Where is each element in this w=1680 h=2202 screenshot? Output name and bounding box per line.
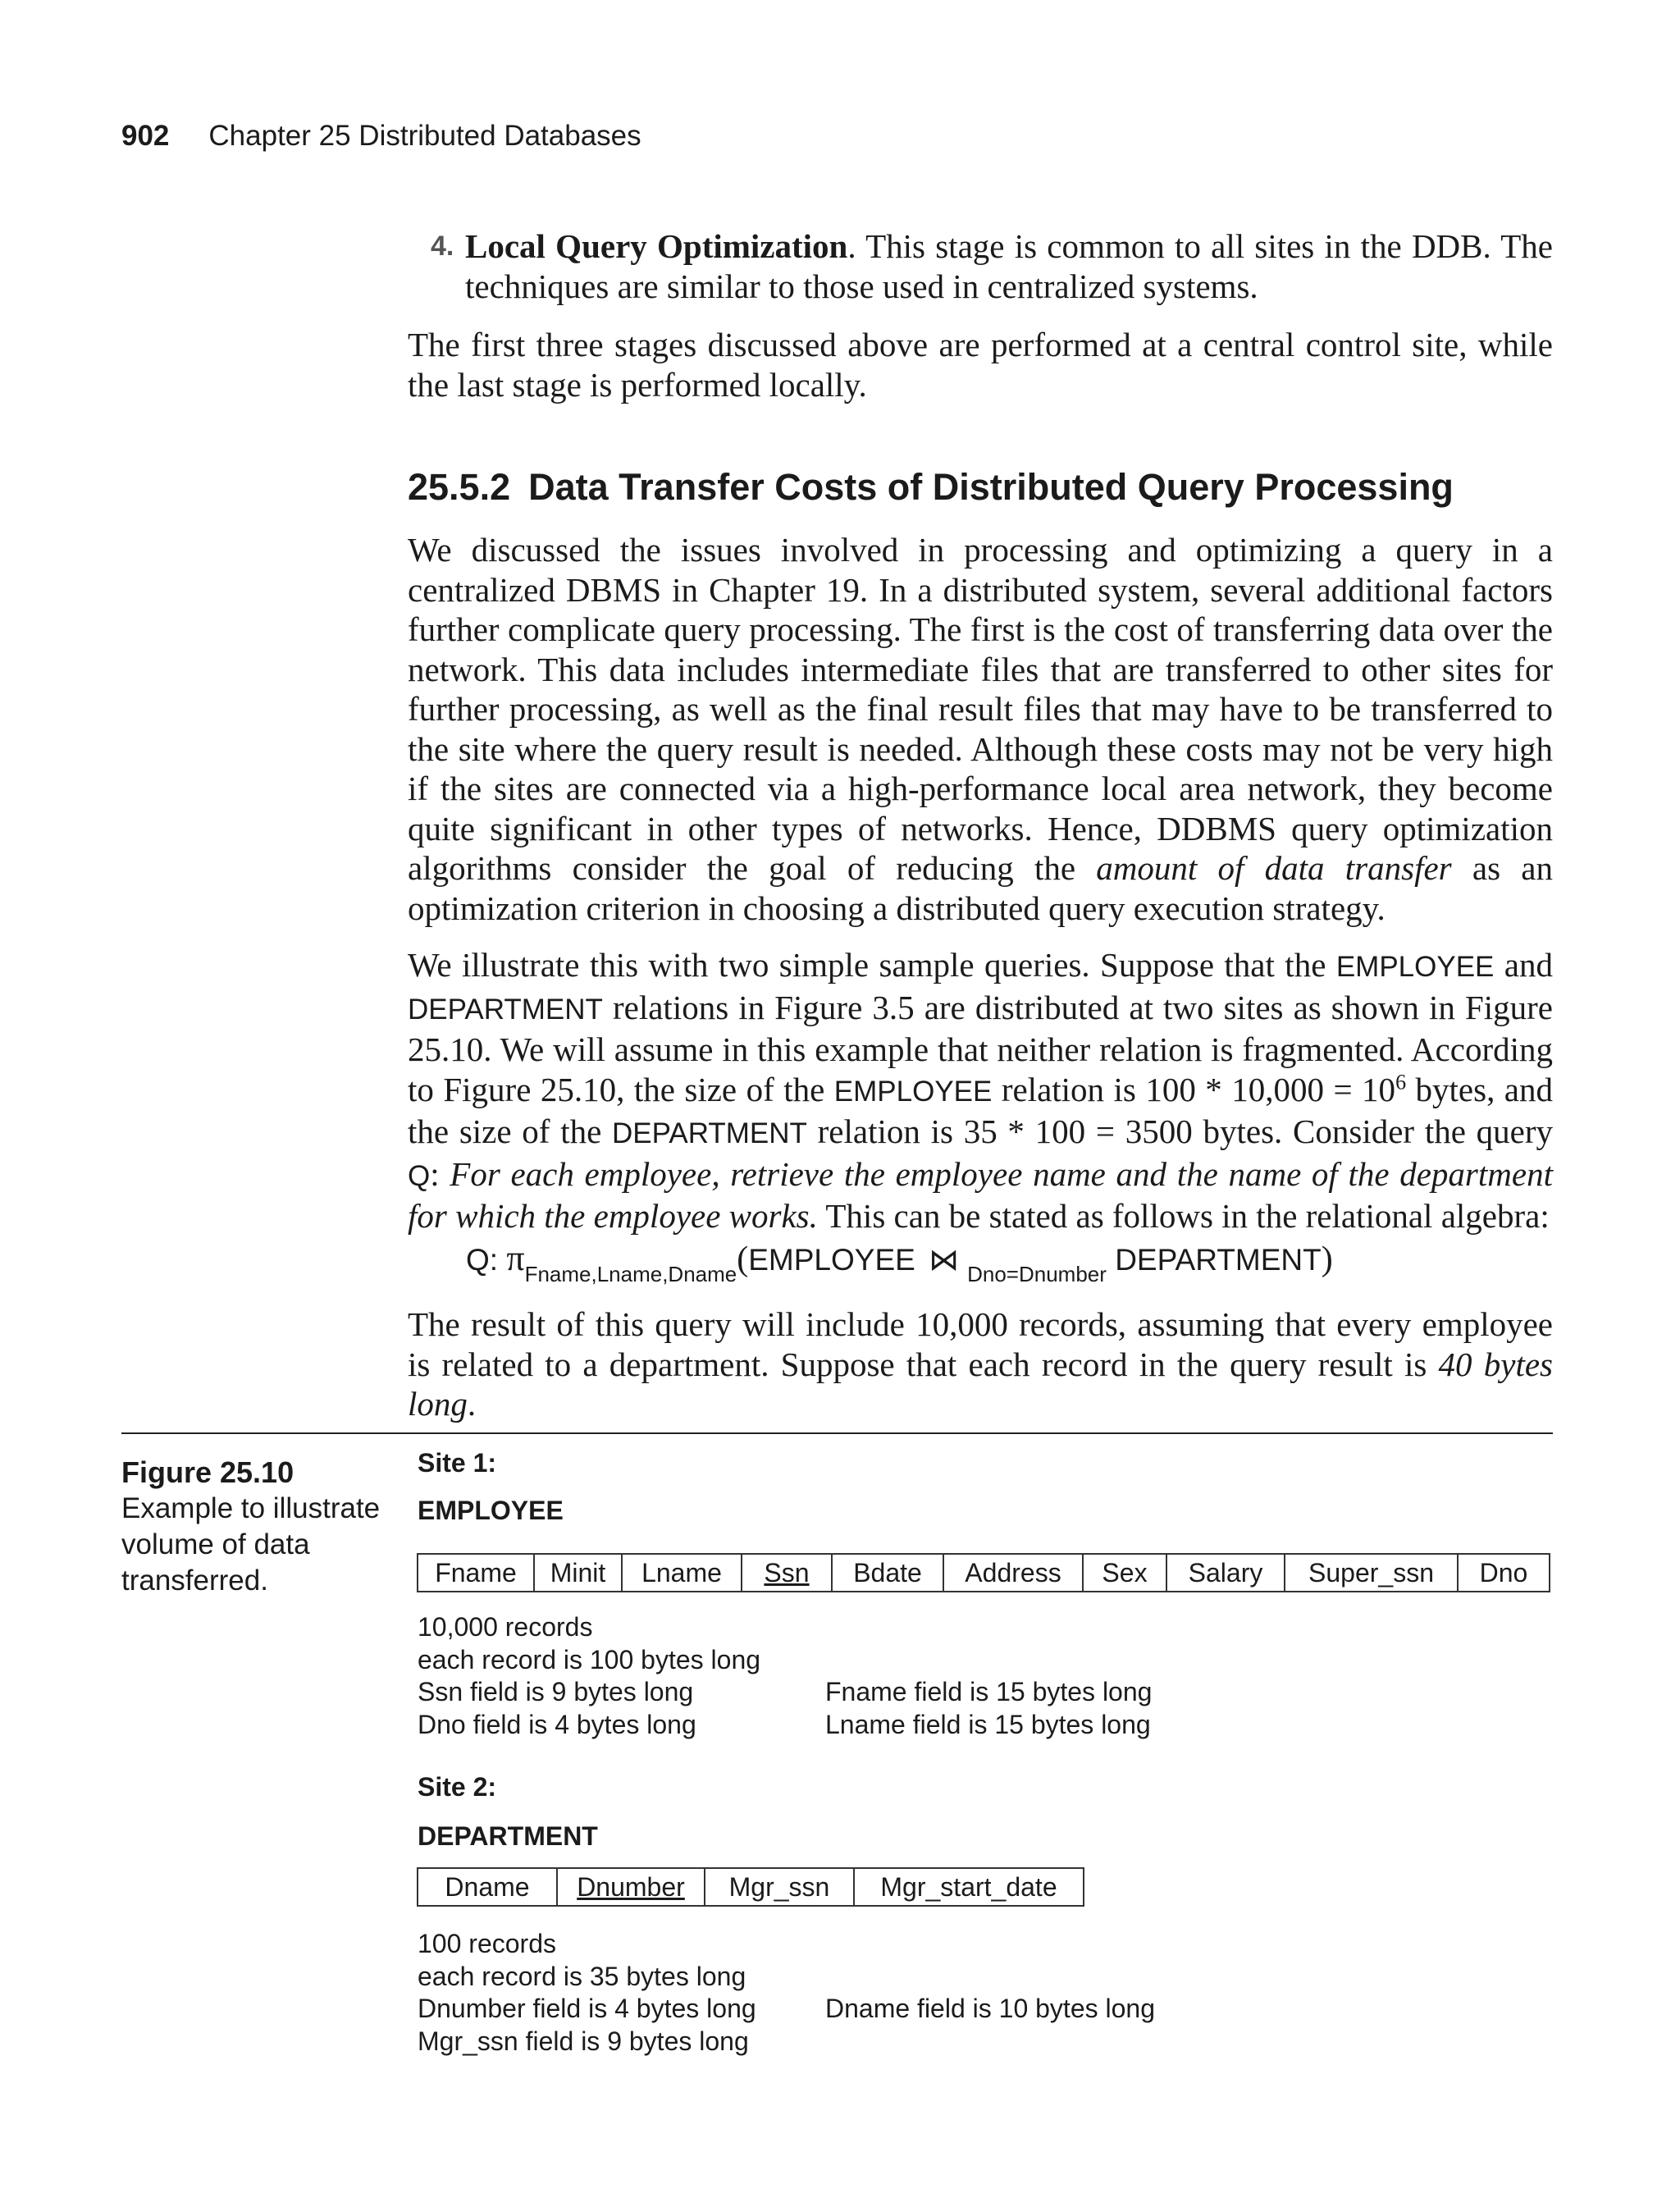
para2-text-2: and bbox=[1494, 946, 1553, 984]
site2-label: Site 2: bbox=[418, 1772, 497, 1802]
info-line: Dno field is 4 bytes long bbox=[418, 1709, 696, 1739]
projection-attributes: Fname,Lname,Dname bbox=[524, 1262, 737, 1286]
info-line: Ssn field is 9 bytes long bbox=[418, 1677, 694, 1706]
paragraph-sample-queries bbox=[408, 945, 1553, 1236]
open-paren: ( bbox=[737, 1240, 749, 1278]
site2-info-right bbox=[825, 1993, 1155, 2026]
relational-algebra-query bbox=[466, 1237, 1333, 1286]
exponent: 6 bbox=[1395, 1069, 1407, 1094]
query-description: For each employee, retrieve the employee name and the name of the department for which the employee works. bbox=[408, 1154, 1553, 1235]
attribute-cell: Sex bbox=[1084, 1555, 1167, 1591]
query-left-relation: EMPLOYEE bbox=[748, 1243, 915, 1277]
info-line: Mgr_ssn field is 9 bytes long bbox=[418, 2026, 749, 2056]
site1-relation-name: EMPLOYEE bbox=[418, 1496, 564, 1525]
figure-caption bbox=[121, 1455, 392, 1599]
section-number: 25.5.2 bbox=[408, 466, 511, 508]
join-condition: Dno=Dnumber bbox=[967, 1262, 1107, 1286]
attribute-cell: Salary bbox=[1167, 1555, 1285, 1591]
relation-name-employee: EMPLOYEE bbox=[833, 1075, 993, 1108]
department-schema bbox=[417, 1867, 1084, 1907]
figure-divider bbox=[121, 1432, 1553, 1434]
site1-label: Site 1: bbox=[418, 1448, 497, 1478]
paragraph-query-result bbox=[408, 1304, 1553, 1424]
projection-symbol: π bbox=[506, 1238, 525, 1278]
figure-title: Figure 25.10 bbox=[121, 1455, 294, 1489]
relation-name-department: DEPARTMENT bbox=[612, 1117, 807, 1149]
site1-info-left bbox=[418, 1611, 760, 1741]
join-symbol: ⋈ bbox=[929, 1243, 960, 1277]
relation-name-employee: EMPLOYEE bbox=[1335, 951, 1495, 983]
para1-emphasis: amount of data transfer bbox=[1096, 849, 1452, 887]
info-line: Dnumber field is 4 bytes long bbox=[418, 1994, 756, 2023]
attribute-cell: Fname bbox=[418, 1555, 535, 1591]
query-right-relation: DEPARTMENT bbox=[1115, 1243, 1322, 1277]
info-line: each record is 35 bytes long bbox=[418, 1961, 746, 1991]
attribute-cell: Mgr_ssn bbox=[705, 1869, 855, 1905]
section-title: Data Transfer Costs of Distributed Query Processing bbox=[528, 466, 1454, 508]
section-heading bbox=[408, 466, 1454, 509]
attribute-cell: Super_ssn bbox=[1285, 1555, 1459, 1591]
primary-key-cell: Ssn bbox=[742, 1555, 833, 1591]
running-head bbox=[121, 120, 641, 153]
list-item-text: . This stage is common to all sites in the DDB. The techniques are similar to those used in centralized systems. bbox=[465, 227, 1554, 305]
close-paren: ) bbox=[1321, 1240, 1333, 1278]
attribute-cell: Dname bbox=[418, 1869, 558, 1905]
paragraph-data-transfer bbox=[408, 530, 1553, 928]
info-line: Fname field is 15 bytes long bbox=[825, 1677, 1153, 1706]
query-label: Q: bbox=[466, 1243, 507, 1277]
para2-text-5: bytes, and the size of the bbox=[408, 1070, 1553, 1150]
info-line: Dname field is 10 bytes long bbox=[825, 1994, 1155, 2023]
site1-info-right bbox=[825, 1676, 1152, 1741]
para2-text-7: : bbox=[430, 1154, 450, 1193]
info-line: each record is 100 bytes long bbox=[418, 1644, 761, 1674]
para3-text-2: . bbox=[467, 1385, 477, 1423]
para3-text-1: The result of this query will include 10,000 records, assuming that every employee is related to a department. Suppose that each record in the query result is bbox=[408, 1305, 1553, 1383]
attribute-cell: Mgr_start_date bbox=[880, 1871, 1057, 1902]
info-line: 10,000 records bbox=[418, 1612, 593, 1642]
figure-caption-text: Example to illustrate volume of data transferred. bbox=[121, 1492, 381, 1597]
attribute-cell: Address bbox=[944, 1555, 1084, 1591]
info-line: 100 records bbox=[418, 1929, 556, 1958]
attribute-cell: Minit bbox=[535, 1555, 623, 1591]
attribute-cell: Dno bbox=[1479, 1557, 1528, 1588]
chapter-title: Chapter 25 Distributed Databases bbox=[208, 120, 641, 152]
attribute-cell: Lname bbox=[623, 1555, 742, 1591]
paragraph-stages: The first three stages discussed above are performed at a central control site, while the last stage is performed locally. bbox=[408, 326, 1553, 404]
list-number: 4. bbox=[431, 231, 454, 262]
primary-key-cell: Dnumber bbox=[558, 1869, 705, 1905]
para1-text-1: We discussed the issues involved in processing and optimizing a query in a centralized DBMS in Chapter 19. In a distributed system, several additional factors further complicate query processing. The first is the cost of transferring data over the network. This data includes intermediate files that are transferred to other sites for further processing, as well as the final result files that may have to be transferred to the site where the query result is needed. Although these costs may not be very high if the sites are connected via a high-performance local area network, they become quite significant in other types of networks. Hence, DDBMS query optimization algorithms consider the goal of reducing the bbox=[408, 531, 1553, 887]
info-line: Lname field is 15 bytes long bbox=[825, 1709, 1151, 1739]
employee-schema bbox=[417, 1553, 1550, 1592]
site2-info-left bbox=[418, 1928, 756, 2058]
para2-text-6: relation is 35 * 100 = 3500 bytes. Consider the query bbox=[806, 1112, 1553, 1150]
para1-text-2: as an optimization criterion in choosing a distributed query execution strategy. bbox=[408, 849, 1553, 927]
list-item-local-query-optimization bbox=[431, 226, 1554, 306]
para2-text-8: This can be stated as follows in the relational algebra: bbox=[817, 1197, 1550, 1235]
list-item-title: Local Query Optimization bbox=[465, 227, 848, 265]
para2-text-3: relations in Figure 3.5 are distributed at two sites as shown in Figure 25.10. We will assume in this example that neither relation is fragmented. According to Figure 25.10, the size of the bbox=[408, 988, 1553, 1108]
page-number: 902 bbox=[121, 120, 170, 152]
attribute-cell: Bdate bbox=[833, 1555, 944, 1591]
para3-emphasis: 40 bytes long bbox=[408, 1345, 1553, 1423]
relation-name-department: DEPARTMENT bbox=[408, 993, 603, 1026]
para2-text-4: relation is 100 * 10,000 = 10 bbox=[992, 1070, 1396, 1108]
para2-text-1: We illustrate this with two simple sample queries. Suppose that the bbox=[408, 946, 1336, 984]
query-name: Q bbox=[408, 1159, 431, 1192]
site2-relation-name: DEPARTMENT bbox=[418, 1821, 598, 1851]
